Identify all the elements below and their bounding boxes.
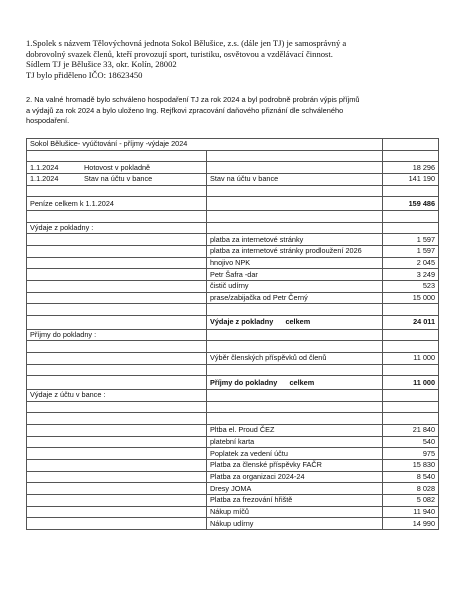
amount: 1 597 — [383, 234, 439, 246]
section-header: Výdaje z pokladny : — [27, 222, 207, 234]
amount: 21 840 — [383, 424, 439, 436]
bank-start-row — [27, 174, 439, 186]
row-description: Platba za frezování hřiště — [207, 495, 383, 507]
intro-line: 1.Spolek s názvem Tělovýchovná jednota Sokol Bělušice, z.s. (dále jen TJ) je samosprávný a — [26, 38, 347, 48]
row-description: Nákup udírny — [207, 518, 383, 530]
cash-income-total-row — [27, 376, 439, 390]
table-row — [27, 495, 439, 507]
table-row — [27, 460, 439, 472]
row-label: Hotovost v pokladně — [84, 162, 151, 172]
table-row — [27, 234, 439, 246]
row-description: čistič udírny — [207, 281, 383, 293]
assembly-line: hospodaření. — [26, 116, 70, 126]
table-row — [27, 483, 439, 495]
amount: 2 045 — [383, 257, 439, 269]
assembly-paragraph — [26, 95, 436, 127]
row-description: Pltba el. Proud ČEZ — [207, 424, 383, 436]
row-description: Dresy JOMA — [207, 483, 383, 495]
row-label: Stav na účtu v bance — [84, 174, 153, 184]
table-row — [27, 471, 439, 483]
bank-expenses-header-row — [27, 389, 439, 401]
amount: 159 486 — [383, 197, 439, 211]
intro-paragraph — [26, 38, 436, 80]
section-header: Výdaje z účtu v bance : — [27, 389, 207, 401]
cash-expenses-total-row — [27, 316, 439, 330]
amount: 11 000 — [383, 376, 439, 390]
finance-table — [26, 138, 439, 530]
amount: 18 296 — [383, 162, 439, 174]
amount: 14 990 — [383, 518, 439, 530]
amount: 11 940 — [383, 506, 439, 518]
row-description: platba za internetové stránky — [207, 234, 383, 246]
cash-start-row — [27, 162, 439, 174]
table-row — [27, 246, 439, 258]
total-word: celkem — [285, 317, 311, 327]
row-description: Poplatek za vedení účtu — [207, 448, 383, 460]
empty-row — [27, 304, 439, 316]
table-row — [27, 281, 439, 293]
row-description: Stav na účtu v bance — [207, 174, 383, 186]
row-description: Výběr členských příspěvků od členů — [207, 353, 383, 365]
amount: 11 000 — [383, 353, 439, 365]
amount: 15 830 — [383, 460, 439, 472]
amount: 141 190 — [383, 174, 439, 186]
table-row — [27, 436, 439, 448]
empty-row — [27, 413, 439, 425]
amount: 24 011 — [383, 316, 439, 330]
row-description: Platba za členské příspěvky FAČR — [207, 460, 383, 472]
date: 1.1.2024 — [30, 174, 59, 184]
row-description: Petr Šafra -dar — [207, 269, 383, 281]
section-header: Příjmy do pokladny : — [27, 329, 207, 341]
table-row — [27, 353, 439, 365]
row-label: Peníze celkem k 1.1.2024 — [27, 197, 207, 211]
amount: 8 540 — [383, 471, 439, 483]
amount: 975 — [383, 448, 439, 460]
table-row — [27, 292, 439, 304]
table-title-row — [27, 139, 439, 151]
row-description: Platba za organizaci 2024-24 — [207, 471, 383, 483]
table-row — [27, 506, 439, 518]
total-label: Příjmy do pokladny — [210, 377, 278, 387]
empty-row — [27, 210, 439, 222]
amount: 15 000 — [383, 292, 439, 304]
empty-row — [27, 341, 439, 353]
cash-expenses-header-row — [27, 222, 439, 234]
table-title: Sokol Bělušice- vyúčtování - příjmy -výdaje 2024 — [27, 139, 383, 151]
row-description: platba za internetové stránky prodloužení 2026 — [207, 246, 383, 258]
row-description: prase/zabijačka od Petr Černý — [207, 292, 383, 304]
empty-row — [27, 364, 439, 376]
assembly-line: 2. Na valné hromadě bylo schváleno hospodaření TJ za rok 2024 a byl podrobně probrán výpis příjmů — [26, 95, 360, 104]
empty-row — [27, 185, 439, 197]
intro-line: TJ bylo přiděleno IČO: 18623450 — [26, 69, 143, 80]
amount: 523 — [383, 281, 439, 293]
table-row — [27, 269, 439, 281]
intro-line: dobrovolný svazek členů, kteří provozují sport, turistiku, osvětovou a vzdělávací činnost. — [26, 48, 333, 59]
intro-line: Sídlem TJ je Bělušice 33, okr. Kolín, 28002 — [26, 59, 177, 70]
table-row — [27, 257, 439, 269]
total-label: Výdaje z pokladny — [210, 317, 274, 327]
row-description: hnojivo NPK — [207, 257, 383, 269]
cash-income-header-row — [27, 329, 439, 341]
date: 1.1.2024 — [30, 162, 59, 172]
total-start-row — [27, 197, 439, 211]
table-row — [27, 424, 439, 436]
amount: 8 028 — [383, 483, 439, 495]
table-row — [27, 448, 439, 460]
empty-row — [27, 150, 439, 162]
amount: 5 082 — [383, 495, 439, 507]
total-word: celkem — [289, 377, 315, 387]
assembly-line: a výdajů za rok 2024 a bylo uloženo Ing. Rejfkovi zpracování daňového přiznání dle schváleného — [26, 105, 344, 115]
table-row — [27, 518, 439, 530]
row-description: platební karta — [207, 436, 383, 448]
row-description: Nákup míčů — [207, 506, 383, 518]
empty-row — [27, 401, 439, 413]
amount: 3 249 — [383, 269, 439, 281]
amount: 540 — [383, 436, 439, 448]
amount: 1 597 — [383, 246, 439, 258]
